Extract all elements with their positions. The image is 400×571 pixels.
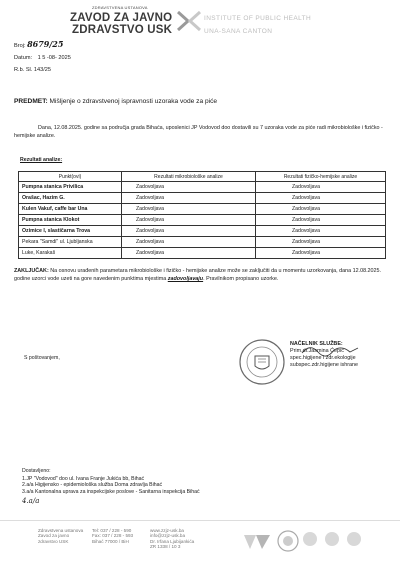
footer-org-line: Zdravstvena ustanova — [38, 528, 84, 533]
row-chem: Zadovoljava — [256, 193, 386, 204]
footer-column-org — [38, 528, 83, 544]
distribution-marker: 4.a/a — [22, 496, 40, 505]
reference-number: R.b. Sl. 143/25 — [14, 67, 52, 73]
table-header-row — [19, 172, 386, 182]
footer-contact-line: Bihać 77000 / BiH — [92, 538, 129, 544]
row-location: Ozimice I, slastičarna Trova — [19, 226, 122, 237]
row-location: Pekara "Samdi" ul. Ljubljanska — [19, 237, 122, 248]
iso-badge-icon-2 — [324, 531, 340, 549]
subject-label: PREDMET: — [14, 98, 48, 105]
signature-block — [290, 341, 358, 369]
row-chem: Zadovoljava — [256, 237, 386, 248]
row-location: Orašac, Hazim G. — [19, 193, 122, 204]
broj-value: 8679/25 — [27, 39, 64, 49]
row-chem: Zadovoljava — [256, 248, 386, 259]
official-seal-icon — [238, 338, 286, 386]
row-location: Kulen Vakuf, caffe bar Una — [19, 204, 122, 215]
row-micro: Zadovoljava — [122, 204, 256, 215]
table-row — [19, 215, 386, 226]
row-micro: Zadovoljava — [122, 226, 256, 237]
signature-title: NAČELNIK SLUŽBE: — [290, 341, 343, 347]
signature-spec2: subspec.zdr.higijene ishrane — [290, 362, 359, 368]
iso-badge-icon-3 — [346, 531, 362, 549]
row-micro: Zadovoljava — [122, 193, 256, 204]
subject-line — [14, 98, 217, 105]
header-location: Punkt(ovi) — [19, 172, 122, 182]
conclusion-emphasis: zadovoljavaju — [167, 275, 204, 282]
conclusion-label: ZAKLJUČAK: — [14, 268, 49, 274]
institute-logo-icon — [176, 8, 202, 34]
results-table — [18, 171, 386, 259]
table-row — [19, 204, 386, 215]
org-name-english-line1: INSTITUTE OF PUBLIC HEALTH — [204, 15, 312, 22]
distribution-block — [22, 468, 200, 505]
footer-web-line: Dr. Irfana Ljubijankića — [150, 538, 195, 544]
table-row — [19, 193, 386, 204]
row-micro: Zadovoljava — [122, 182, 256, 193]
row-location: Pumpna stanica Klokot — [19, 215, 122, 226]
datum-label: Datum: — [14, 55, 33, 61]
row-chem: Zadovoljava — [256, 182, 386, 193]
header-micro: Rezultati mikrobiološke analize — [122, 172, 256, 182]
row-location: Pumpna stanica Privilica — [19, 182, 122, 193]
distribution-title: Dostavljeno: — [22, 468, 51, 474]
broj-label: Broj: — [14, 43, 26, 49]
table-row — [19, 237, 386, 248]
footer-contact-line: Fax: 037 / 228 - 593 — [92, 533, 134, 539]
document-meta — [14, 38, 71, 76]
row-chem: Zadovoljava — [256, 226, 386, 237]
row-micro: Zadovoljava — [122, 215, 256, 226]
iso-badge-icon-1 — [302, 531, 318, 549]
row-micro: Zadovoljava — [122, 237, 256, 248]
org-name-line2: ZDRAVSTVO USK — [72, 24, 173, 36]
table-row — [19, 182, 386, 193]
greeting: S poštovanjem, — [24, 355, 60, 361]
footer-column-web — [150, 528, 194, 549]
footer-column-contact — [92, 528, 133, 544]
row-chem: Zadovoljava — [256, 204, 386, 215]
signature-name: Prim.dr.Jasmina Ćepić — [290, 348, 344, 354]
conclusion-paragraph — [14, 268, 386, 284]
footer-contact-line: Tel: 037 / 228 - 590 — [92, 528, 132, 533]
conclusion-text-a: Na osnovu urađenih parametara mikrobiološke i fizičko - hemijske analize može se zaključiti da u momentu uzorkovanja, dana 12.08.2025. godine uzorci vode uzeti na gore navedenim punktima — [14, 268, 382, 282]
footer-web-line: www.zzjz-usk.ba — [150, 528, 184, 533]
org-small-label: ZDRAVSTVENA USTANOVA — [92, 5, 148, 10]
org-name-line1: ZAVOD ZA JAVNO — [70, 12, 173, 24]
org-name — [70, 12, 172, 36]
distribution-item: 1.JP "Vodovod" doo ul. Ivana Franje Jukića bb, Bihać — [22, 476, 145, 483]
conclusion-text-b: mjestima — [144, 275, 167, 282]
table-row — [19, 248, 386, 259]
row-micro: Zadovoljava — [122, 248, 256, 259]
footer-org-line: zdravstvo USK — [38, 538, 69, 544]
signature-spec1: spec.higijene i zdr.ekologije — [290, 355, 356, 361]
footer-web-line: ZR 1338 / 10 3 — [150, 543, 181, 549]
results-title: Rezultati analize: — [20, 157, 63, 163]
table-row — [19, 226, 386, 237]
footer-web-line: info@zzjz-usk.ba — [150, 533, 186, 539]
org-name-english — [204, 12, 311, 38]
header-chem: Rezultati fizičko-hemijske analize — [256, 172, 386, 182]
org-name-english-line2: UNA-SANA CANTON — [204, 28, 273, 35]
datum-value: 1 5 -08- 2025 — [37, 55, 71, 61]
footer-org-line: Zavod za javno — [38, 533, 70, 539]
conclusion-text-c: . Pravilnikom propisano uzorke. — [203, 275, 279, 282]
row-location: Luke, Karakaš — [19, 248, 122, 259]
distribution-item: 3.a/a Kantonalna uprava za inspekcijske poslove - Sanitarna inspekcija Bihać — [22, 488, 200, 495]
quality-seal-icon — [276, 529, 300, 553]
intro-paragraph: Dana, 12.08.2025. godine sa područja grada Bihaća, uposlenici JP Vodovod doo dostavili su 7 uzoraka vode za piće radi mikrobiološke i fizičko - hemijske analize. — [14, 125, 383, 139]
subject-text: Mišljenje o zdravstvenoj ispravnosti uzoraka vode za piće — [49, 98, 218, 105]
certification-logo-icon — [242, 529, 272, 553]
row-chem: Zadovoljava — [256, 215, 386, 226]
distribution-item: 2.a/a Higijensko - epidemiološka služba Doma zdravlja Bihać — [22, 482, 163, 489]
footer-divider — [0, 520, 400, 521]
